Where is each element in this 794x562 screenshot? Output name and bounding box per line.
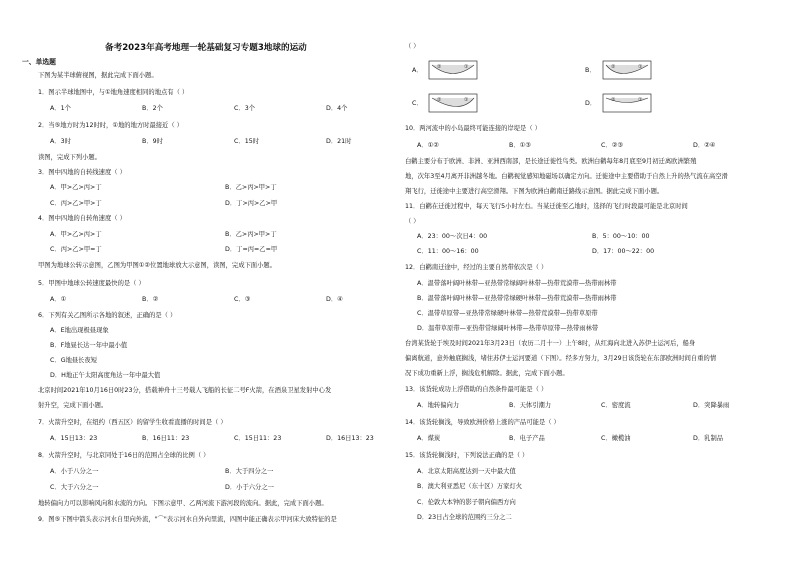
- left-line-0: 下图为某半球俯视图，据此完成下面小题。: [38, 72, 158, 79]
- right-line-24: C．伦敦大本钟的影子朝向偏西方向: [417, 499, 516, 506]
- right-option-20-0[interactable]: A．煤炭: [417, 435, 441, 442]
- left-line-17: B．F地昼长达一年中最小值: [50, 342, 128, 349]
- left-option-4-0[interactable]: A．3时: [50, 138, 71, 145]
- right-line-17: 13．该货轮成功上浮借助的自然条件最可能是（ ）: [405, 386, 548, 393]
- left-option-4-3[interactable]: D．21时: [326, 138, 352, 145]
- left-line-18: C．G地昼长夜短: [50, 357, 98, 364]
- right-line-21: 15．该货轮搁浅时，下列说法正确的是（ ）: [405, 452, 529, 459]
- fig-option-b-label: B．: [585, 67, 596, 74]
- svg-text:②: ②: [611, 64, 616, 70]
- left-line-15: 6．下列有关乙图所示各地的叙述，正确的是（ ）: [38, 312, 177, 319]
- left-line-27: 地转偏向力可以影响风向和水流的方向。下图示意甲、乙两河流下游河段的流向。据此，完成下面小题。: [38, 500, 328, 507]
- left-option-4-2[interactable]: C．15时: [234, 138, 260, 145]
- left-line-12: 甲图为地球公转示意图，乙图为甲图①②位置地球放大示意图，读图，完成下面小题。: [38, 262, 276, 269]
- svg-text:①: ①: [464, 97, 469, 103]
- left-line-6: 3．图中四地的自转线速度（ ）: [38, 169, 126, 176]
- left-option-14-0[interactable]: A．①: [50, 296, 67, 303]
- right-line-13: D．温带草原带—亚热带常绿阔叶林带—热带草原带—热带雨林带: [417, 325, 599, 332]
- right-line-4: 翔飞行，迁徙途中主要进行高空滑翔。下图为欧洲白鹳南迁路线示意图。据此完成下面小题。: [405, 188, 664, 195]
- right-line-14: 台湾某货轮于埃及时间2021年3月23日（农历二月十一）上午8时，从红海向北进入苏伊士运河后，船身: [405, 340, 696, 347]
- svg-text:①: ①: [638, 64, 643, 70]
- left-line-3: 2．当⑤地方时为12时时，①地的地方时最接近（ ）: [38, 122, 183, 129]
- right-line-16: 况下成功重新上浮，搁浅危机解除。据此，完成下面小题。: [405, 370, 569, 377]
- left-option-14-3[interactable]: D．④: [326, 296, 343, 303]
- left-line-1: 1．图示半球地图中，与①地角速度相同的地点有（ ）: [38, 89, 189, 96]
- right-option-1-0[interactable]: A．①②: [417, 142, 439, 149]
- left-option-2-0[interactable]: A．1个: [50, 105, 71, 112]
- right-line-2: 白鹳主要分布于欧洲、非洲、亚洲西南部，是长途迁徙性鸟类。欧洲白鹳每年8月底至9月初迁离欧洲繁殖: [405, 158, 697, 165]
- svg-text:②: ②: [437, 64, 442, 70]
- left-option-23-1[interactable]: B．16日11：23: [142, 435, 190, 442]
- right-line-25: D．23日占全球的范围约三分之二: [417, 514, 512, 521]
- right-option-8-0[interactable]: C．11：00～16：00: [417, 248, 479, 255]
- left-line-9: 4．图中四地的自转角速度（ ）: [38, 215, 126, 222]
- section-heading: 一、单选题: [22, 58, 56, 66]
- left-option-7-0[interactable]: A．甲>乙>丙>丁: [50, 184, 102, 191]
- fig-option-c-label: C．: [412, 100, 423, 107]
- svg-text:①: ①: [464, 64, 469, 70]
- left-option-2-3[interactable]: D．4个: [326, 105, 348, 112]
- left-option-23-0[interactable]: A．15日13：23: [50, 435, 98, 442]
- left-option-10-0[interactable]: A．甲>乙>丙>丁: [50, 231, 102, 238]
- left-option-7-1[interactable]: B．乙>丙>甲>丁: [225, 184, 277, 191]
- riverbed-figure-d: [602, 93, 652, 113]
- left-line-20: 北京时间2021年10月16日0时23分，搭载神舟十三号载人飞船的长征二号F火箭，在酒泉卫星发射中心发: [38, 387, 332, 394]
- right-option-18-3[interactable]: D．突降暴雨: [693, 402, 730, 409]
- left-option-26-0[interactable]: C．大于六分之一: [50, 484, 99, 491]
- right-option-1-3[interactable]: D．②④: [693, 142, 716, 149]
- right-line-3: 地，次年3至4月离开非洲越冬地。白鹳视觉感知地磁场以确定方向。迁徙途中主要借助于自然上升的热气流在高空滑: [405, 173, 728, 180]
- right-line-11: B．温带落叶阔叶林带—亚热带常绿硬叶林带—热带荒漠带—热带雨林带: [417, 295, 617, 302]
- right-option-18-0[interactable]: A．地转偏向力: [417, 402, 460, 409]
- right-line-6: （ ）: [405, 218, 420, 225]
- right-option-8-1[interactable]: D．17：00～22：00: [592, 248, 655, 255]
- left-option-10-1[interactable]: B．乙>丙>甲>丁: [225, 231, 277, 238]
- left-option-23-2[interactable]: C．15日11：23: [234, 435, 282, 442]
- left-option-26-1[interactable]: D．小于六分之一: [225, 484, 274, 491]
- right-line-9: 12．白鹳南迁途中，经过的主要自然带依次是（ ）: [405, 264, 548, 271]
- right-line-23: B．澳大利亚悉尼（东十区）万家灯火: [417, 483, 523, 490]
- left-option-14-1[interactable]: B．②: [142, 296, 159, 303]
- right-line-0: 10．两河流中的小岛最终可能连接的岸堤是（ ）: [405, 125, 541, 132]
- right-option-1-1[interactable]: B．①③: [509, 142, 531, 149]
- right-line-22: A．北京太阳高度达到一天中最大值: [417, 468, 516, 475]
- page-title: 备考2023年高考地理一轮基础复习专题3地球的运动: [105, 43, 307, 53]
- left-option-11-0[interactable]: C．丙>乙>甲=丁: [50, 246, 102, 253]
- right-line-10: A．温带落叶阔叶林带—亚热带常绿阔叶林带—热带荒漠带—热带雨林带: [417, 280, 617, 287]
- left-option-4-1[interactable]: B．9时: [142, 138, 163, 145]
- right-top-bracket: （ ）: [405, 43, 420, 50]
- left-line-5: 读图，完成下列小题。: [38, 154, 101, 161]
- fig-option-d-label: D．: [585, 100, 597, 107]
- left-option-8-0[interactable]: C．丙>乙>甲>丁: [50, 200, 102, 207]
- right-line-12: C．温带草原带—亚热带常绿硬叶林带—热带荒漠带—热带草原带: [417, 310, 598, 317]
- svg-text:②: ②: [437, 97, 442, 103]
- svg-text:①: ①: [638, 97, 643, 103]
- left-option-11-1[interactable]: D．丁=丙=乙=甲: [225, 246, 278, 253]
- right-option-20-3[interactable]: D．乳制品: [693, 435, 724, 442]
- left-option-8-1[interactable]: D．丁>丙>乙>甲: [225, 200, 278, 207]
- left-option-2-2[interactable]: C．3个: [234, 105, 255, 112]
- left-line-19: D．H地正午太阳高度角达一年中最大值: [50, 372, 161, 379]
- riverbed-figure-a: [428, 60, 478, 80]
- left-line-24: 8．火箭升空时，与北京同处于16日的范围占全球的比例（ ）: [38, 452, 210, 459]
- fig-option-a-label: A．: [412, 67, 423, 74]
- right-option-18-1[interactable]: B．天体引潮力: [509, 402, 552, 409]
- svg-text:②: ②: [611, 97, 616, 103]
- left-line-22: 7．火箭升空时，在纽约（西五区）的留学生收看直播的时间是（ ）: [38, 419, 227, 426]
- left-option-14-2[interactable]: C．③: [234, 296, 251, 303]
- right-line-5: 11．白鹳在迁徙过程中，每天飞行5小时左右。当某迁徙至乙地时，选择的飞行时段最可能是北京时间: [405, 203, 688, 210]
- left-line-16: A．E地出现极昼现象: [50, 327, 109, 334]
- left-line-13: 5．甲图中地球公转速度最快的是（ ）: [38, 280, 145, 287]
- right-option-1-2[interactable]: C．②③: [601, 142, 623, 149]
- right-option-7-1[interactable]: B．5：00～10：00: [592, 233, 650, 240]
- left-option-25-0[interactable]: A．小于八分之一: [50, 468, 99, 475]
- left-option-23-3[interactable]: D．16日13：23: [326, 435, 374, 442]
- right-option-20-1[interactable]: B．电子产品: [509, 435, 545, 442]
- right-option-18-2[interactable]: C．密度流: [601, 402, 631, 409]
- left-option-25-1[interactable]: B．大于四分之一: [225, 468, 274, 475]
- right-line-15: 偏离航道，意外触底搁浅，堵住苏伊士运河要道（下图）。经多方努力，3月29日该货轮在东部欧洲时间自重的情: [405, 355, 717, 362]
- riverbed-figure-c: [428, 93, 478, 113]
- right-line-19: 14．该货轮搁浅，导致欧洲价格上涨的产品可能是（ ）: [405, 419, 560, 426]
- riverbed-figure-b: [602, 60, 652, 80]
- left-line-28: 9．图⑤下图中箭头表示河水自里向外流，"⌒"表示河水自外向里流，四图中能正确表示甲河床大致特征的是: [38, 516, 337, 523]
- left-option-2-1[interactable]: B．2个: [142, 105, 163, 112]
- right-option-20-2[interactable]: C．橄榄油: [601, 435, 631, 442]
- left-line-21: 射升空，完成下面小题。: [38, 402, 108, 409]
- right-option-7-0[interactable]: A．23：00～次日4：00: [417, 233, 488, 240]
